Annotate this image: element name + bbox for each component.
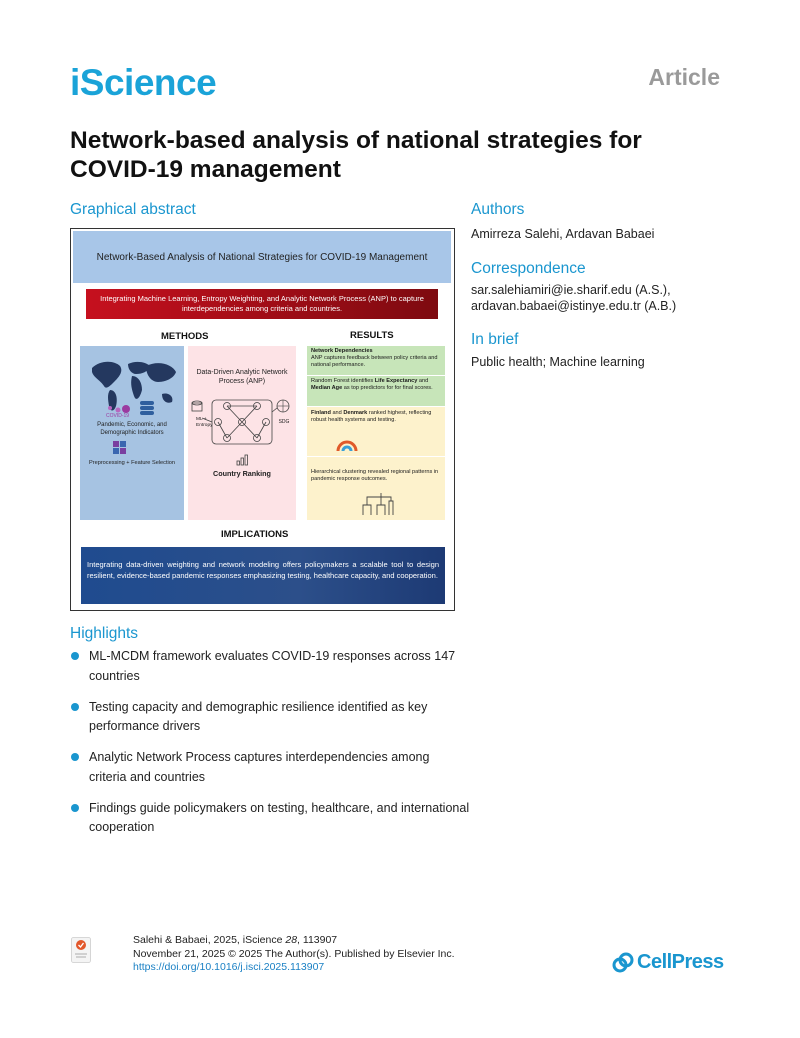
cellpress-wordmark: CellPress <box>637 951 724 973</box>
ga-country-ranking-label: Country Ranking <box>213 469 271 478</box>
citation-volume: 28 <box>285 934 298 946</box>
publication-dates: November 21, 2025 © 2025 The Author(s). Published by Elsevier Inc. <box>133 947 455 960</box>
ga-result1-text: ANP captures feedback between policy criteria and national performance. <box>311 355 438 368</box>
highlight-item <box>70 698 470 737</box>
preprocessing-icon <box>113 441 126 454</box>
highlights-heading: Highlights <box>70 625 139 642</box>
article-type-label: Article <box>648 64 720 90</box>
database-icon <box>192 401 202 411</box>
ga-results-label: RESULTS <box>350 330 394 341</box>
ga-implications-text: Integrating data-driven weighting and network modeling offers policymakers a scalable tool to design resilient, evidence-based pandemic responses emphasizing testing, healthcare capacity, and cooperation. <box>81 547 445 604</box>
correspondence-email-1[interactable]: sar.salehiamiri@ie.sharif.edu (A.S.), <box>471 283 671 297</box>
ga-result-network <box>307 346 445 375</box>
bar-chart-icon <box>237 455 248 465</box>
in-brief-heading: In brief <box>471 331 519 348</box>
highlight-text: Findings guide policymakers on testing, healthcare, and international cooperation <box>89 800 470 834</box>
database-icon <box>140 401 154 415</box>
citation-block <box>133 934 455 975</box>
bullet-icon <box>71 703 79 711</box>
citation-line <box>133 934 455 948</box>
cellpress-mark-icon <box>612 952 634 974</box>
ga-anp-title: Data-Driven Analytic Network Process (ANP) <box>196 369 288 385</box>
in-brief-text: Public health; Machine learning <box>471 355 645 369</box>
graphical-abstract-heading: Graphical abstract <box>70 201 196 218</box>
bullet-icon <box>71 753 79 761</box>
doi-link[interactable]: https://doi.org/10.1016/j.isci.2025.113907 <box>133 961 325 973</box>
dendrogram-icon <box>357 491 397 517</box>
paper-title: Network-based analysis of national strategies for COVID-19 management <box>70 127 642 183</box>
ga-result3-and: and <box>330 410 344 416</box>
ga-result2-rest: as top predictors for for final scores. <box>342 385 433 391</box>
citation-text: Salehi & Babaei, 2025, iScience <box>133 934 286 946</box>
check-for-updates-icon[interactable] <box>71 937 91 963</box>
correspondence-heading: Correspondence <box>471 260 586 277</box>
correspondence-email-2[interactable]: ardavan.babaei@istinye.edu.tr (A.B.) <box>471 299 677 313</box>
ga-anp-panel <box>188 346 296 520</box>
highlight-item <box>70 647 470 686</box>
ga-result4-text: Hierarchical clustering revealed regional patterns in pandemic response outcomes. <box>311 469 439 482</box>
ga-result-ranking <box>307 407 445 456</box>
highlights-list <box>70 647 470 849</box>
ga-methods-label: METHODS <box>161 331 209 342</box>
highlight-item <box>70 799 470 838</box>
ga-implications-label: IMPLICATIONS <box>221 529 289 540</box>
graphical-abstract-figure <box>70 228 455 611</box>
ga-ml-entropy-label: ML + Entropy <box>196 417 213 428</box>
ga-result3-denmark: Denmark <box>343 410 368 416</box>
ga-banner: Integrating Machine Learning, Entropy Weighting, and Analytic Network Process (ANP) to capture interdependencies among criteria and countries. <box>86 289 438 319</box>
journal-logo: iScience <box>70 62 217 103</box>
highlight-item <box>70 748 470 787</box>
ga-indicators-label: Pandemic, Economic, and Demographic Indicators <box>97 422 167 436</box>
authors-heading: Authors <box>471 201 525 218</box>
bullet-icon <box>71 652 79 660</box>
ga-result-random-forest <box>307 376 445 406</box>
ga-result3-rest: ranked highest, reflecting robust health systems and testing. <box>311 410 432 423</box>
ga-covid-label: COVID-19 <box>106 413 130 419</box>
ga-sdg-label: SDG <box>278 419 290 425</box>
globe-icon <box>277 400 289 412</box>
ga-result2-bold-life: Life Expectancy <box>374 378 418 384</box>
ga-result2-bold-median: Median Age <box>311 385 343 391</box>
ga-result3-finland: Finland <box>311 410 331 416</box>
citation-article-number: , 113907 <box>297 934 338 946</box>
highlight-text: Analytic Network Process captures interdependencies among criteria and countries <box>89 750 430 784</box>
ga-result2-text: Random Forest identifies <box>311 378 375 384</box>
ga-title: Network-Based Analysis of National Strategies for COVID-19 Management <box>73 231 451 283</box>
highlight-text: Testing capacity and demographic resilience identified as key performance drivers <box>89 699 428 733</box>
authors-list: Amirreza Salehi, Ardavan Babaei <box>471 227 655 241</box>
ga-result-clustering <box>307 457 445 520</box>
ga-result1-title: Network Dependencies <box>311 348 373 354</box>
ga-result2-and: and <box>417 378 429 384</box>
gauge-icon <box>335 438 359 452</box>
network-diagram <box>188 346 296 520</box>
ga-preprocessing-label: Preprocessing + Feature Selection <box>89 460 175 466</box>
ga-methods-data-panel <box>80 346 184 520</box>
bullet-icon <box>71 804 79 812</box>
cellpress-logo <box>612 951 724 974</box>
highlight-text: ML-MCDM framework evaluates COVID-19 responses across 147 countries <box>89 649 456 683</box>
